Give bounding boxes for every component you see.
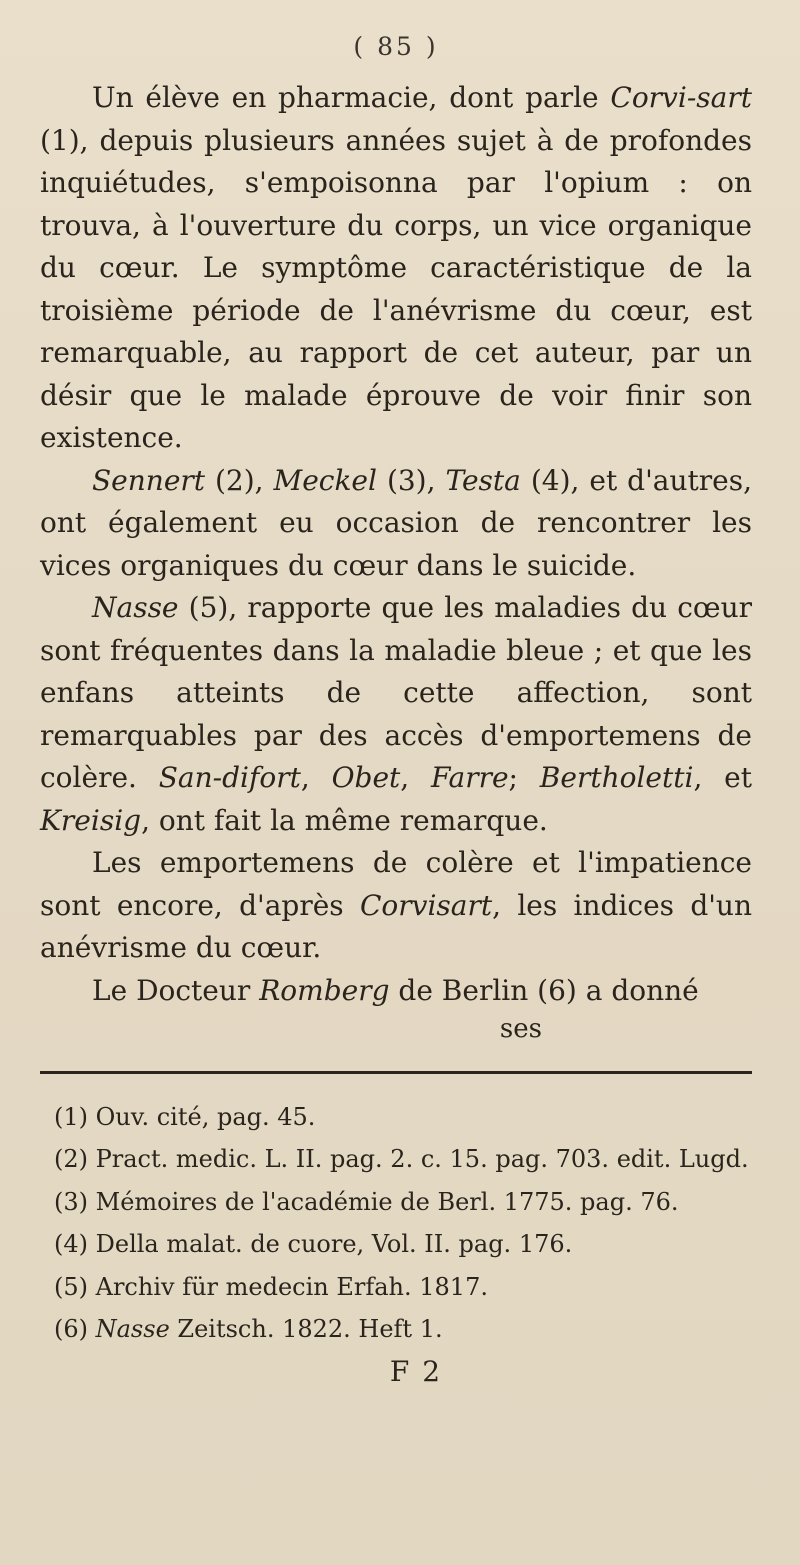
footnote-divider — [40, 1071, 752, 1074]
text-run: (1), depuis plusieurs années sujet à de profondes inquiétudes, s'empoisonna par l'opium : on trouva, à l'ouverture du corps, un vice organique du cœur. Le symptôme caractéristique de la troisième période de l'anévrisme du cœur, est remarquable, au rapport de cet auteur, par un désir que le malade éprouve de voir finir son existence. — [40, 123, 752, 454]
italic-text: Farre — [430, 761, 509, 794]
text-run: , — [400, 761, 431, 794]
italic-text: Corvisart — [359, 888, 493, 922]
paragraph — [40, 587, 752, 842]
italic-text: Nasse — [92, 591, 179, 624]
paragraph — [40, 970, 752, 1013]
italic-text: Corvi-sart — [610, 81, 752, 114]
footnote — [54, 1266, 752, 1309]
italic-text: Meckel — [273, 463, 377, 497]
footnote — [54, 1181, 752, 1224]
text-run: (3), — [376, 463, 446, 497]
italic-text: San-difort — [158, 761, 301, 794]
catchword: ses — [499, 1014, 542, 1044]
paragraph — [40, 77, 752, 460]
paragraph — [40, 460, 752, 588]
signature-mark: F 2 — [389, 1354, 443, 1388]
text-run: Un élève en pharmacie, dont parle — [92, 81, 611, 114]
italic-text: Bertholetti — [539, 761, 694, 794]
text-run: (4), et d'autres, ont également eu occasion de rencontrer les vices organiques du cœur dans le suicide. — [40, 463, 752, 582]
text-run: Les emportemens de colère et l'impatience sont encore, d'après — [40, 846, 752, 922]
italic-text: Obet — [331, 761, 401, 794]
italic-text: Romberg — [259, 973, 390, 1007]
page-number: ( 85 ) — [353, 32, 439, 61]
footnote — [54, 1096, 752, 1139]
text-run: (1) Ouv. cité, pag. 45. — [54, 1102, 316, 1131]
main-text — [40, 77, 752, 1051]
italic-text: Kreisig — [40, 803, 142, 837]
italic-text: Testa — [445, 463, 521, 497]
text-run: Zeitsch. 1822. Heft 1. — [169, 1315, 443, 1343]
text-run: (6) — [54, 1315, 96, 1343]
paragraph — [40, 842, 752, 970]
text-run: (5), rapporte que les maladies du cœur sont fréquentes dans la maladie bleue ; et que les enfans atteints de cette affection, sont remarquables par des accès d'emportemens de colère. — [40, 591, 752, 794]
italic-text: Nasse — [95, 1315, 170, 1343]
italic-text: Sennert — [92, 463, 206, 497]
text-run: de Berlin (6) a donné — [389, 973, 699, 1007]
footnote — [54, 1223, 752, 1266]
text-run: , ont fait la même remarque. — [141, 803, 548, 837]
text-run: , les indices d'un anévrisme du cœur. — [40, 888, 753, 964]
text-run: (3) Mémoires de l'académie de Berl. 1775. pag. 76. — [54, 1187, 679, 1216]
text-run: ; — [508, 761, 540, 794]
text-run: , et — [693, 761, 752, 794]
footnote — [54, 1138, 752, 1181]
text-run: , — [300, 761, 332, 794]
footnote — [54, 1308, 752, 1351]
text-run: (2), — [205, 463, 274, 497]
text-run: (2) Pract. medic. L. II. pag. 2. c. 15. pag. 703. edit. Lugd. — [54, 1145, 749, 1173]
footnotes — [40, 1096, 752, 1351]
text-run: Le Docteur — [92, 973, 260, 1007]
text-run: (5) Archiv für medecin Erfah. 1817. — [54, 1272, 488, 1301]
text-run: (4) Della malat. de cuore, Vol. II. pag. 176. — [54, 1230, 573, 1258]
